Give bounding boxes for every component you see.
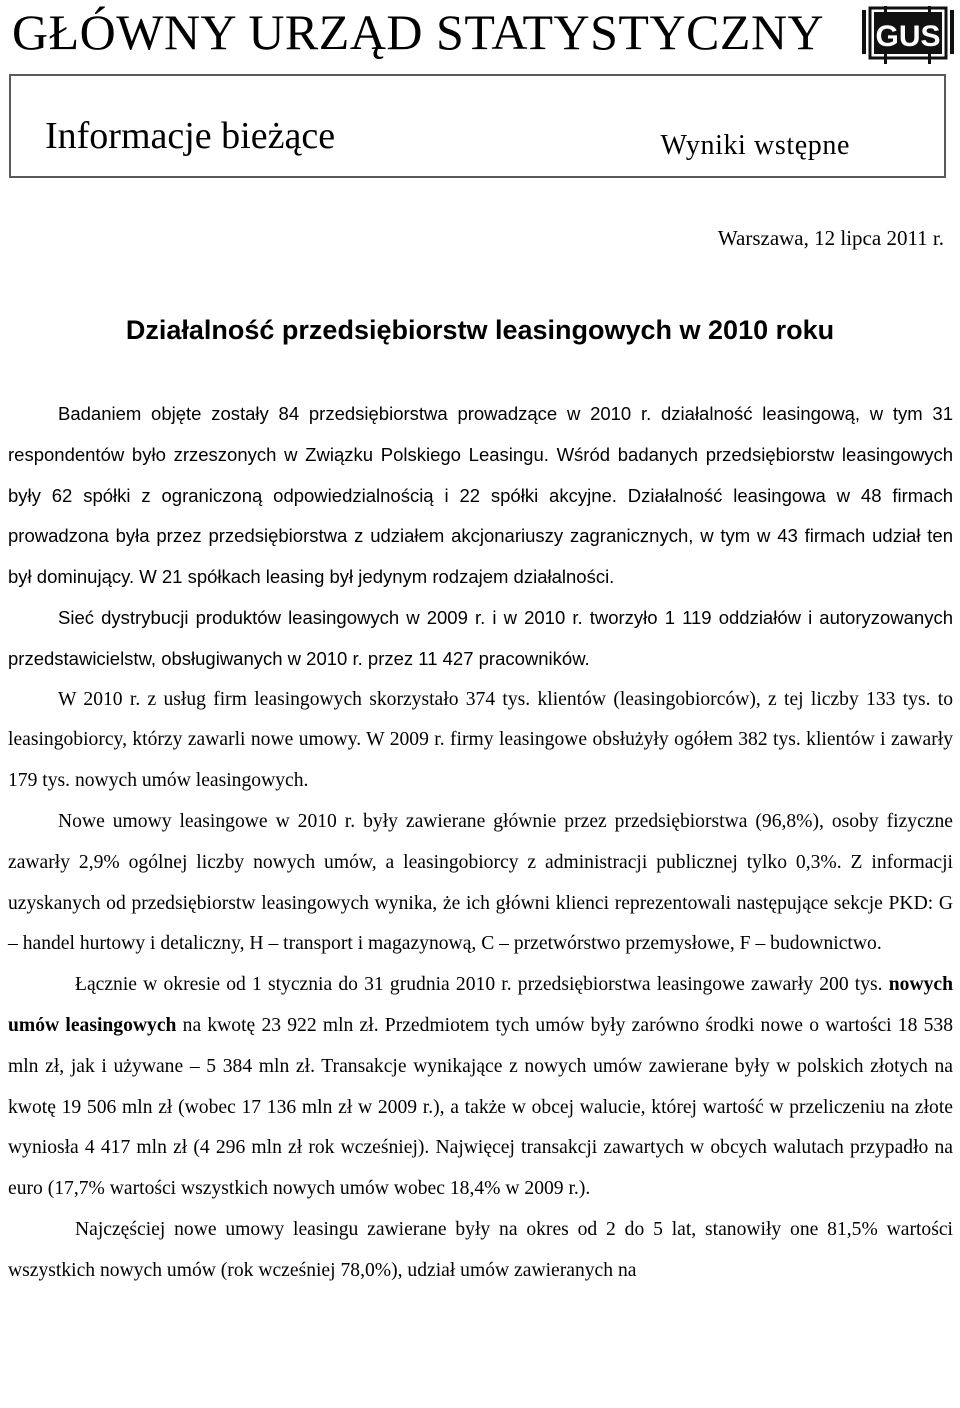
paragraph-contract-value-rest: na kwotę 23 922 mln zł. Przedmiotem tych umów były zarówno środki nowe o wartości 18 538 mln zł, jak i używane – 5 384 mln zł. Transakcje wynikające z nowych umów zawierane były w polskich złotych na kwotę 19 506 mln zł (wobec 17 136 mln zł w 2009 r.), a także w obcej walucie, której wartość w przeliczeniu na złote wyniosła 4 417 mln zł (4 296 mln zł rok wcześniej). Najwięcej transakcji zawartych w obcych walutach przypadło na euro (17,7% wartości wszystkich nowych umów wobec 18,4% w 2009 r.). (8, 1014, 953, 1200)
logo-lettering: GUS (875, 20, 941, 53)
gus-logo-graphic (860, 6, 956, 64)
paragraph-clients: W 2010 r. z usług firm leasingowych skorzystało 374 tys. klientów (leasingobiorców), z tej liczby 133 tys. to leasingobiorcy, którzy zawarli nowe umowy. W 2009 r. firmy leasingowe obsłużyły ogółem 382 tys. klientów i zawarły 179 tys. nowych umów leasingowych. (8, 688, 953, 792)
paragraph-distribution-network: Sieć dystrybucji produktów leasingowych w 2009 r. i w 2010 r. tworzyło 1 119 oddziałów i autoryzowanych przedstawicielstw, obsługiwanych w 2010 r. przez 11 427 pracowników. (8, 606, 953, 669)
gus-logo (860, 6, 956, 64)
paragraph-contract-duration-text: Najczęściej nowe umowy leasingu zawierane były na okres od 2 do 5 lat, stanowiły one 81,5% wartości wszystkich nowych umów (rok wcześniej 78,0%), udział umów zawieranych na (8, 1218, 953, 1281)
paragraph-contract-duration (8, 1210, 953, 1292)
paragraph-contract-value (8, 965, 953, 1210)
organization-name: GŁÓWNY URZĄD STATYSTYCZNY (12, 4, 825, 60)
paragraph-respondents: Badaniem objęte zostały 84 przedsiębiorstwa prowadzące w 2010 r. działalność leasingową, w tym 31 respondentów było zrzeszonych w Związku Polskiego Leasingu. Wśród badanych przedsiębiorstw leasingowych były 62 spółki z ograniczoną odpowiedzialnością i 22 spółki akcyjne. Działalność leasingowa w 48 firmach prowadzona była przez przedsiębiorstwa z udziałem akcjonariuszy zagranicznych, w tym w 43 firmach udział ten był dominujący. W 21 spółkach leasing był jedynym rodzajem działalności. (8, 403, 953, 588)
document-body (8, 394, 953, 1292)
masthead (12, 2, 952, 62)
paragraph-contract-value-emphasis: nowych umów leasingowych (8, 974, 954, 1036)
document-title: Działalność przedsiębiorstw leasingowych w 2010 roku (125, 315, 835, 345)
banner-title: Informacje bieżące (45, 115, 336, 157)
paragraph-contract-value-start: Łącznie w okresie od 1 stycznia do 31 grudnia 2010 r. przedsiębiorstwa leasingowe zawarły 200 tys. (75, 974, 883, 996)
date-line: Warszawa, 12 lipca 2011 r. (717, 226, 944, 250)
paragraph-new-contracts: Nowe umowy leasingowe w 2010 r. były zawierane głównie przez przedsiębiorstwa (96,8%), osoby fizyczne zawarły 2,9% ogólnej liczby nowych umów, a leasingobiorcy z administracji publicznej tylko 0,3%. Z informacji uzyskanych od przedsiębiorstw leasingowych wynika, że ich główni klienci reprezentowali następujące sekcje PKD: G – handel hurtowy i detaliczny, H – transport i magazynową, C – przetwórstwo przemysłowe, F – budownictwo. (8, 810, 953, 955)
banner-subtitle: Wyniki wstępne (660, 130, 850, 161)
bulletin-banner (9, 74, 946, 178)
